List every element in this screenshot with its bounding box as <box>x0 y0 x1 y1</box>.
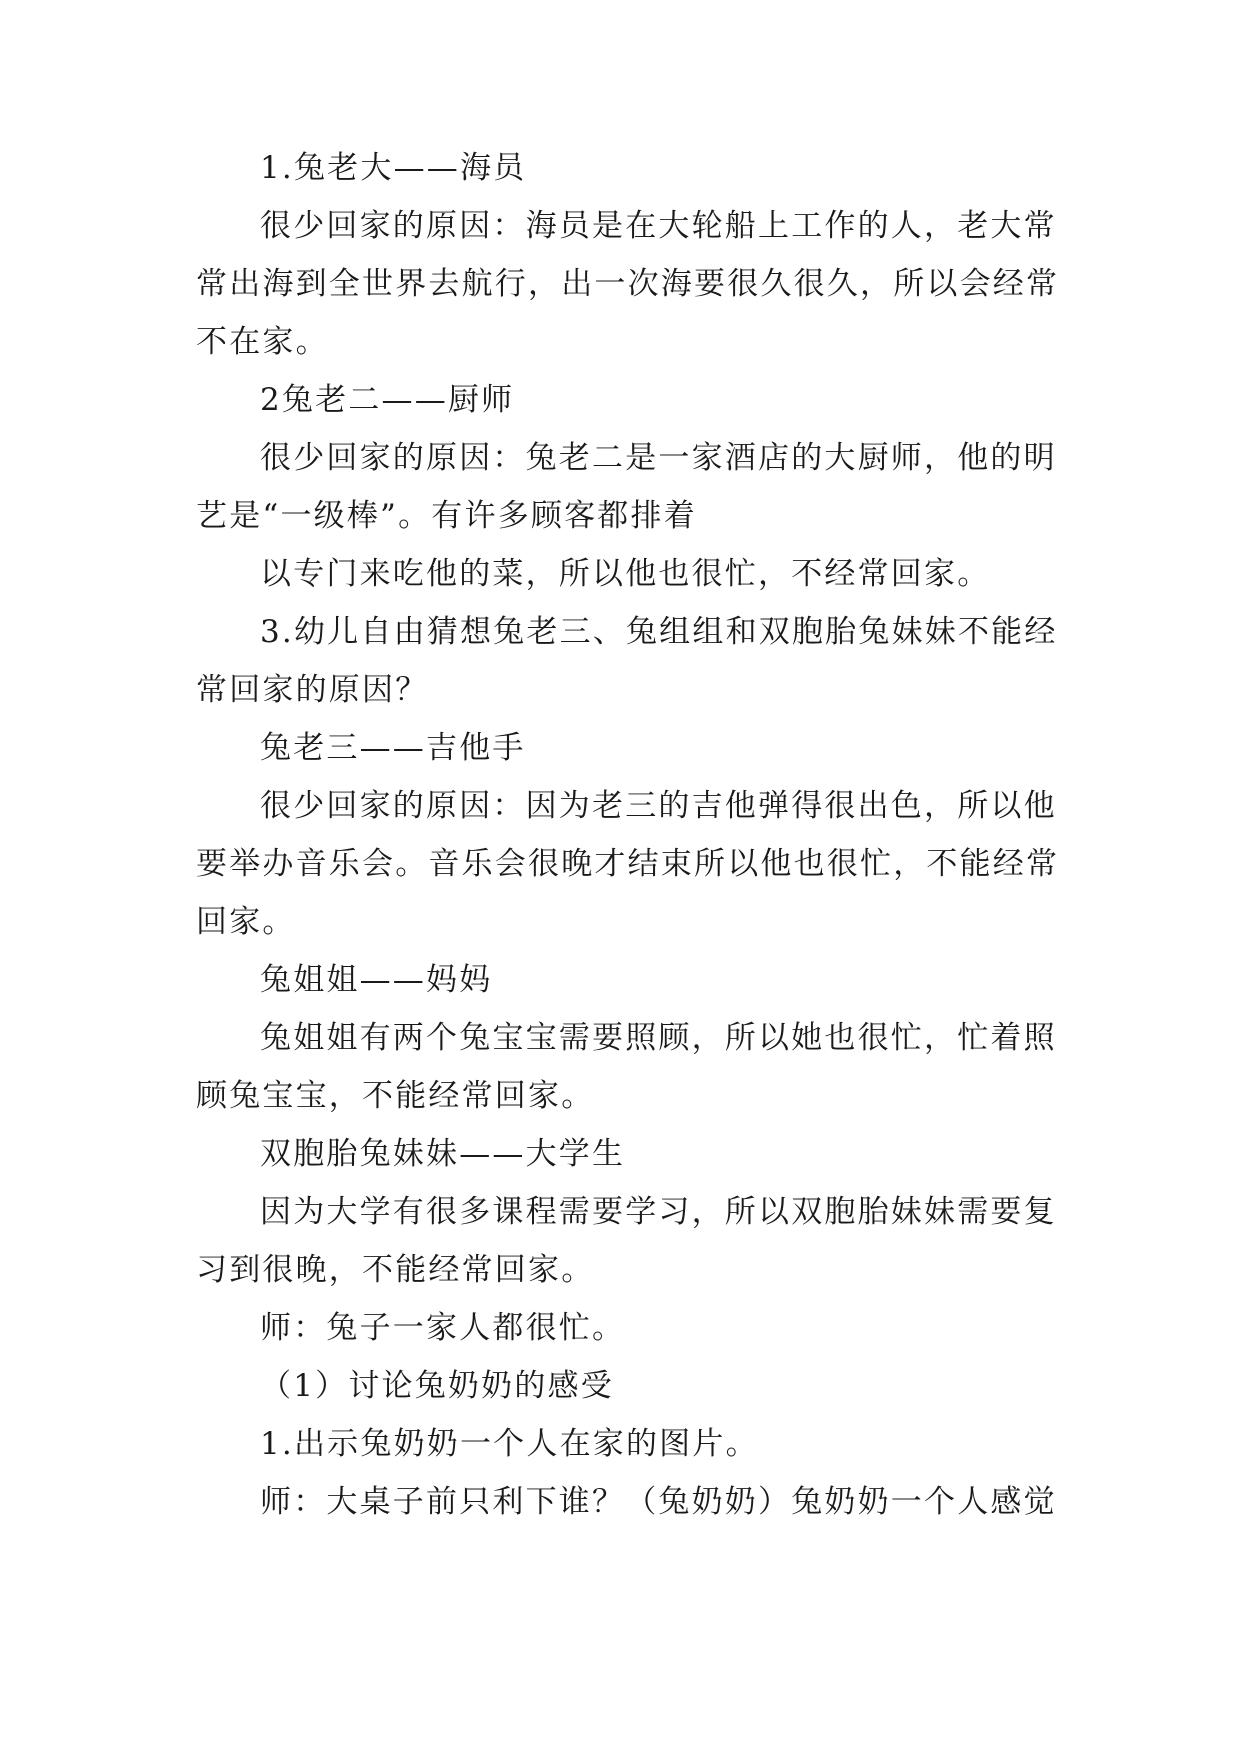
text-line: 双胞胎兔妹妹——大学生 <box>260 1136 626 1172</box>
text-line: 要举办音乐会。音乐会很晚才结束所以他也很忙，不能经常 <box>196 846 1060 882</box>
text-line: 因为大学有很多课程需要学习，所以双胞胎妹妹需要复 <box>260 1194 1057 1230</box>
text-line: 很少回家的原因：因为老三的吉他弹得很出色，所以他 <box>260 788 1057 824</box>
text-line: 师：兔子一家人都很忙。 <box>260 1310 626 1346</box>
text-line: 常出海到全世界去航行，出一次海要很久很久，所以会经常 <box>196 266 1060 302</box>
text-line: 2兔老二——厨师 <box>260 382 515 418</box>
text-line: 回家。 <box>196 904 296 940</box>
text-line: 师：大桌子前只利下谁？（兔奶奶）兔奶奶一个人感觉 <box>260 1484 1057 1520</box>
text-line: 1.出示兔奶奶一个人在家的图片。 <box>260 1426 759 1462</box>
text-line: 以专门来吃他的菜，所以他也很忙，不经常回家。 <box>260 556 991 592</box>
text-line: 习到很晚，不能经常回家。 <box>196 1252 595 1288</box>
text-line: 很少回家的原因：海员是在大轮船上工作的人，老大常 <box>260 208 1057 244</box>
text-line: 兔姐姐——妈妈 <box>260 962 493 998</box>
text-line: （1）讨论兔奶奶的感受 <box>260 1368 614 1404</box>
text-line: 很少回家的原因：兔老二是一家酒店的大厨师，他的明 <box>260 440 1057 476</box>
text-line: 兔老三——吉他手 <box>260 730 526 766</box>
text-line: 1.兔老大——海员 <box>260 150 527 186</box>
text-line: 不在家。 <box>196 324 329 360</box>
text-line: 兔姐姐有两个兔宝宝需要照顾，所以她也很忙，忙着照 <box>260 1020 1057 1056</box>
text-line: 常回家的原因？ <box>196 672 429 708</box>
text-line: 3.幼儿自由猜想兔老三、兔组组和双胞胎兔妹妹不能经 <box>260 614 1058 650</box>
text-line: 顾兔宝宝，不能经常回家。 <box>196 1078 595 1114</box>
text-line: 艺是“一级棒”。有许多顾客都排着 <box>196 498 697 534</box>
